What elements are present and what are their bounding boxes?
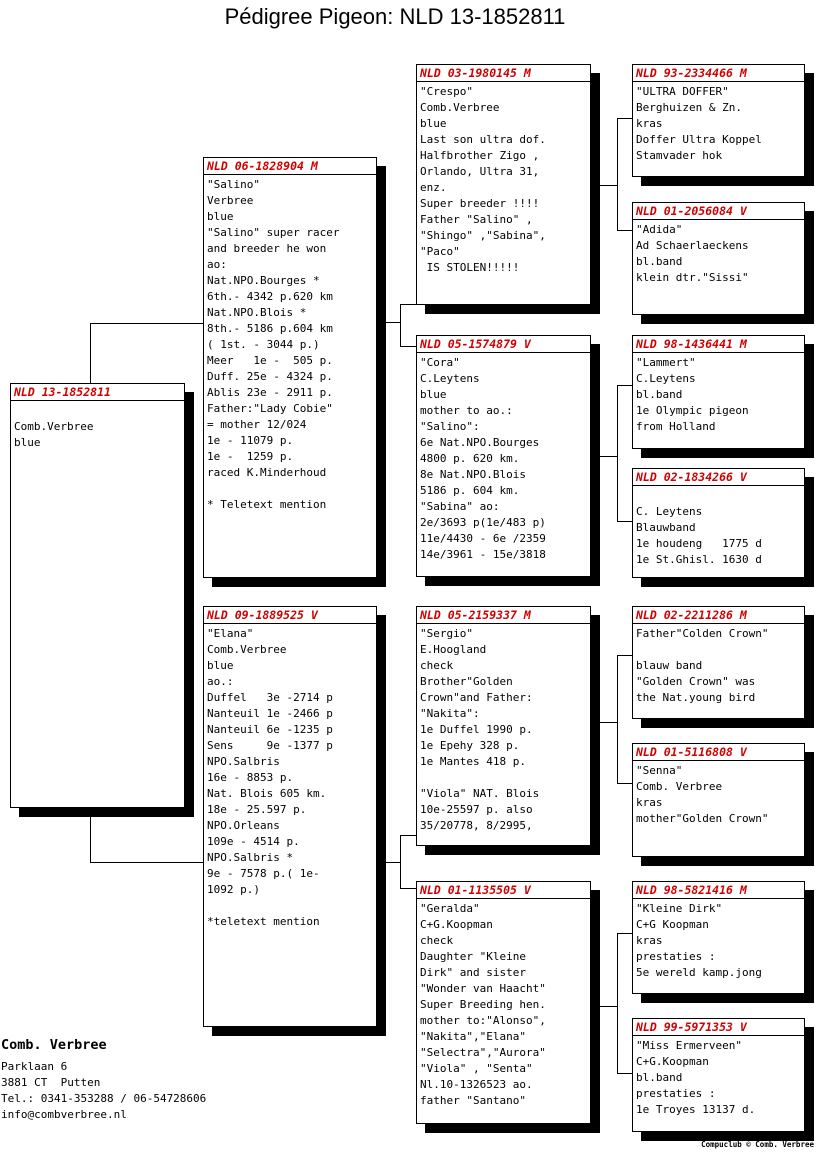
ring-number: NLD 03-1980145 M	[417, 65, 590, 82]
detail-line: "ULTRA DOFFER"	[636, 85, 729, 98]
connector-line	[376, 862, 401, 863]
credit-text: Compuclub © Comb. Verbree	[701, 1140, 814, 1149]
phone-line: Tel.: 0341-353288 / 06-54728606	[1, 1092, 207, 1105]
detail-line: Stamvader hok	[636, 149, 723, 162]
connector-line	[617, 933, 632, 934]
connector-line	[617, 655, 618, 783]
connector-line	[90, 862, 204, 863]
address-line: 3881 CT Putten	[1, 1076, 101, 1089]
detail-line: from Holland	[636, 420, 716, 433]
detail-line: "Kleine Dirk"	[636, 902, 723, 915]
detail-line: "Salino"	[207, 178, 260, 191]
ring-number: NLD 02-2211286 M	[633, 607, 804, 624]
detail-line: and breeder he won	[207, 242, 327, 255]
detail-line: kras	[636, 117, 663, 130]
detail-line: 1e Troyes 13137 d.	[636, 1103, 756, 1116]
detail-line: IS STOLEN!!!!!	[420, 261, 520, 274]
ring-number: NLD 99-5971353 V	[633, 1019, 804, 1036]
connector-line	[90, 323, 204, 324]
detail-line: Father"Colden Crown"	[636, 627, 769, 640]
detail-line: 5186 p. 604 km.	[420, 484, 520, 497]
detail-line: blue	[420, 388, 447, 401]
ring-number: NLD 05-2159337 M	[417, 607, 590, 624]
detail-line: "Sabina" ao:	[420, 500, 500, 513]
email-link[interactable]: info@combverbree.nl	[1, 1108, 127, 1121]
detail-line: Doffer Ultra Koppel	[636, 133, 762, 146]
detail-line: C. Leytens	[636, 505, 703, 518]
detail-line: Nanteuil 6e -1235 p	[207, 723, 333, 736]
detail-line: 1e - 1259 p.	[207, 450, 294, 463]
detail-line: prestaties :	[636, 950, 716, 963]
detail-line: Nl.10-1326523 ao.	[420, 1078, 533, 1091]
ring-number: NLD 98-1436441 M	[633, 336, 804, 353]
detail-line: father "Santano"	[420, 1094, 526, 1107]
detail-line: 6e Nat.NPO.Bourges	[420, 436, 540, 449]
connector-line	[617, 521, 632, 522]
detail-line: kras	[636, 796, 663, 809]
connector-line	[590, 722, 618, 723]
detail-line: 1092 p.)	[207, 883, 260, 896]
detail-line	[207, 481, 373, 497]
detail-line: bl.band	[636, 1071, 683, 1084]
detail-line: "Nakita","Elana"	[420, 1030, 526, 1043]
pigeon-card-sds[interactable]	[632, 335, 805, 449]
detail-line: Crown"and Father:	[420, 691, 533, 704]
detail-line: Comb. Verbree	[636, 780, 723, 793]
detail-line: "Shingo" ,"Sabina",	[420, 229, 546, 242]
ring-number: NLD 01-2056084 V	[633, 203, 804, 220]
pigeon-card-dam[interactable]	[203, 606, 377, 1027]
detail-line: ao.:	[207, 675, 234, 688]
detail-line: Berghuizen & Zn.	[636, 101, 742, 114]
detail-line: the Nat.young bird	[636, 691, 756, 704]
detail-line: raced K.Minderhoud	[207, 466, 327, 479]
detail-line: blue	[14, 436, 41, 449]
detail-line: "Lammert"	[636, 356, 696, 369]
pigeon-card-dds[interactable]	[632, 881, 805, 994]
card-details	[633, 220, 804, 286]
detail-line: 10e-25597 p. also	[420, 803, 533, 816]
connector-line	[90, 323, 91, 383]
detail-line: NPO.Salbris *	[207, 851, 294, 864]
connector-line	[590, 185, 618, 186]
detail-line: "Nakita":	[420, 707, 480, 720]
card-details	[633, 899, 804, 981]
detail-line: enz.	[420, 181, 447, 194]
detail-line: Verbree	[207, 194, 254, 207]
detail-line: klein dtr."Sissi"	[636, 271, 749, 284]
detail-line: 8e Nat.NPO.Blois	[420, 468, 526, 481]
detail-line: Comb.Verbree	[420, 101, 500, 114]
detail-line: "Crespo"	[420, 85, 473, 98]
page-title: Pédigree Pigeon: NLD 13-1852811	[224, 4, 566, 29]
detail-line: blue	[207, 210, 234, 223]
detail-line	[14, 403, 181, 419]
detail-line: prestaties :	[636, 1087, 716, 1100]
pigeon-card-sire[interactable]	[203, 157, 377, 578]
detail-line: mother to ao.:	[420, 404, 513, 417]
detail-line: "Adida"	[636, 223, 683, 236]
detail-line: Blauwband	[636, 521, 696, 534]
detail-line: 1e Duffel 1990 p.	[420, 723, 533, 736]
detail-line: blue	[207, 659, 234, 672]
detail-line: check	[420, 934, 454, 947]
detail-line: 1e Mantes 418 p.	[420, 755, 526, 768]
connector-line	[617, 385, 618, 521]
connector-line	[400, 304, 401, 346]
connector-line	[617, 1073, 632, 1074]
card-details	[633, 486, 804, 568]
detail-line: 14e/3961 - 15e/3818	[420, 548, 546, 561]
card-details	[417, 353, 590, 563]
detail-line: Comb.Verbree	[14, 420, 94, 433]
connector-line	[617, 783, 632, 784]
connector-line	[590, 1006, 618, 1007]
detail-line: check	[420, 659, 454, 672]
card-details	[417, 82, 590, 276]
detail-line	[420, 770, 587, 786]
connector-line	[376, 322, 401, 323]
detail-line: Duffel 3e -2714 p	[207, 691, 333, 704]
detail-line	[636, 488, 801, 504]
detail-line: bl.band	[636, 388, 683, 401]
detail-line: "Miss Ermerveen"	[636, 1039, 742, 1052]
card-details	[204, 624, 376, 930]
detail-line: ao:	[207, 258, 227, 271]
detail-line: 18e - 25.597 p.	[207, 803, 307, 816]
detail-line: mother to:"Alonso",	[420, 1014, 546, 1027]
connector-line	[617, 230, 632, 231]
address-line: Parklaan 6	[1, 1060, 68, 1073]
detail-line: 35/20778, 8/2995,	[420, 819, 533, 832]
detail-line: Nanteuil 1e -2466 p	[207, 707, 333, 720]
ring-number: NLD 09-1889525 V	[204, 607, 376, 624]
detail-line: Daughter "Kleine	[420, 950, 526, 963]
detail-line: Father:"Lady Cobie"	[207, 402, 333, 415]
connector-line	[400, 835, 401, 888]
detail-line: "Viola" , "Senta"	[420, 1062, 533, 1075]
detail-line: E.Hoogland	[420, 643, 487, 656]
card-details	[633, 624, 804, 706]
connector-line	[400, 346, 416, 347]
card-details	[417, 899, 590, 1109]
detail-line: NPO.Orleans	[207, 819, 280, 832]
connector-line	[617, 933, 618, 1073]
detail-line: Super Breeding hen.	[420, 998, 546, 1011]
detail-line: C+G Koopman	[636, 918, 709, 931]
detail-line: Brother"Golden	[420, 675, 513, 688]
detail-line: Comb.Verbree	[207, 643, 287, 656]
detail-line: Duff. 25e - 4324 p.	[207, 370, 333, 383]
detail-line: Last son ultra dof.	[420, 133, 546, 146]
connector-line	[590, 456, 618, 457]
detail-line: "Wonder van Haacht"	[420, 982, 546, 995]
detail-line: "Selectra","Aurora"	[420, 1046, 546, 1059]
detail-line: Nat.NPO.Blois *	[207, 306, 307, 319]
detail-line: 4800 p. 620 km.	[420, 452, 520, 465]
detail-line: Meer 1e - 505 p.	[207, 354, 333, 367]
detail-line: Nat.NPO.Bourges *	[207, 274, 320, 287]
pigeon-card-sire-sire[interactable]	[416, 64, 591, 305]
detail-line: * Teletext mention	[207, 498, 327, 511]
detail-line: "Viola" NAT. Blois	[420, 787, 540, 800]
detail-line: blue	[420, 117, 447, 130]
detail-line: NPO.Salbris	[207, 755, 280, 768]
detail-line: 5e wereld kamp.jong	[636, 966, 762, 979]
breeder-name: Comb. Verbree	[1, 1037, 107, 1053]
pigeon-card-ddd[interactable]	[632, 1018, 805, 1132]
detail-line: Nat. Blois 605 km.	[207, 787, 327, 800]
detail-line: C.Leytens	[636, 372, 696, 385]
card-details	[11, 401, 184, 451]
detail-line: Ablis 23e - 2911 p.	[207, 386, 333, 399]
detail-line: kras	[636, 934, 663, 947]
detail-line: "Senna"	[636, 764, 683, 777]
detail-line: 1e Epehy 328 p.	[420, 739, 520, 752]
pigeon-card-sire-dam[interactable]	[416, 335, 591, 577]
connector-line	[400, 304, 416, 305]
detail-line: Orlando, Ultra 31,	[420, 165, 540, 178]
connector-line	[617, 118, 632, 119]
connector-line	[400, 888, 416, 889]
pigeon-card-dam-sire[interactable]	[416, 606, 591, 846]
pigeon-card-dsd[interactable]	[632, 743, 805, 857]
breeder-address	[1, 1036, 206, 1123]
detail-line: Super breeder !!!!	[420, 197, 540, 210]
ring-number: NLD 02-1834266 V	[633, 469, 804, 486]
pigeon-card-dam-dam[interactable]	[416, 881, 591, 1124]
detail-line: ( 1st. - 3044 p.)	[207, 338, 320, 351]
detail-line: 2e/3693 p(1e/483 p)	[420, 516, 546, 529]
detail-line: Dirk" and sister	[420, 966, 526, 979]
card-details	[633, 82, 804, 164]
detail-line: Father "Salino" ,	[420, 213, 533, 226]
detail-line: 1e St.Ghisl. 1630 d	[636, 553, 762, 566]
detail-line: *teletext mention	[207, 915, 320, 928]
detail-line: Sens 9e -1377 p	[207, 739, 333, 752]
detail-line: 1e Olympic pigeon	[636, 404, 749, 417]
ring-number: NLD 05-1574879 V	[417, 336, 590, 353]
detail-line: "Salino" super racer	[207, 226, 340, 239]
detail-line: C+G.Koopman	[420, 918, 493, 931]
detail-line: 109e - 4514 p.	[207, 835, 300, 848]
ring-number: NLD 98-5821416 M	[633, 882, 804, 899]
detail-line: 11e/4430 - 6e /2359	[420, 532, 546, 545]
pigeon-card-sdd[interactable]	[632, 468, 805, 578]
card-details	[633, 353, 804, 435]
detail-line: 1e houdeng 1775 d	[636, 537, 762, 550]
detail-line: "Elana"	[207, 627, 254, 640]
card-details	[204, 175, 376, 513]
detail-line: Halfbrother Zigo ,	[420, 149, 540, 162]
connector-line	[617, 118, 618, 230]
detail-line: "Salino":	[420, 420, 480, 433]
detail-line: "Golden Crown" was	[636, 675, 756, 688]
card-details	[633, 761, 804, 827]
detail-line: bl.band	[636, 255, 683, 268]
connector-line	[617, 385, 632, 386]
detail-line: 9e - 7578 p.( 1e-	[207, 867, 320, 880]
pigeon-card-ssd[interactable]	[632, 202, 805, 315]
connector-line	[400, 835, 416, 836]
card-details	[633, 1036, 804, 1118]
detail-line: "Paco"	[420, 245, 460, 258]
detail-line: "Geralda"	[420, 902, 480, 915]
ring-number: NLD 01-5116808 V	[633, 744, 804, 761]
detail-line: Ad Schaerlaeckens	[636, 239, 749, 252]
detail-line: 1e - 11079 p.	[207, 434, 294, 447]
ring-number: NLD 06-1828904 M	[204, 158, 376, 175]
detail-line	[636, 642, 801, 658]
connector-line	[617, 655, 632, 656]
connector-line	[90, 808, 91, 862]
ring-number: NLD 13-1852811	[11, 384, 184, 401]
ring-number: NLD 01-1135505 V	[417, 882, 590, 899]
detail-line: C+G.Koopman	[636, 1055, 709, 1068]
detail-line: C.Leytens	[420, 372, 480, 385]
detail-line: mother"Golden Crown"	[636, 812, 769, 825]
detail-line: 8th.- 5186 p.604 km	[207, 322, 333, 335]
detail-line: 16e - 8853 p.	[207, 771, 294, 784]
card-details	[417, 624, 590, 834]
pigeon-card-subject[interactable]	[10, 383, 185, 808]
detail-line: "Cora"	[420, 356, 460, 369]
ring-number: NLD 93-2334466 M	[633, 65, 804, 82]
pigeon-card-sss[interactable]	[632, 64, 805, 177]
detail-line: 6th.- 4342 p.620 km	[207, 290, 333, 303]
pigeon-card-dss[interactable]	[632, 606, 805, 719]
detail-line: "Sergio"	[420, 627, 473, 640]
detail-line	[207, 898, 373, 914]
detail-line: blauw band	[636, 659, 703, 672]
detail-line: = mother 12/024	[207, 418, 307, 431]
